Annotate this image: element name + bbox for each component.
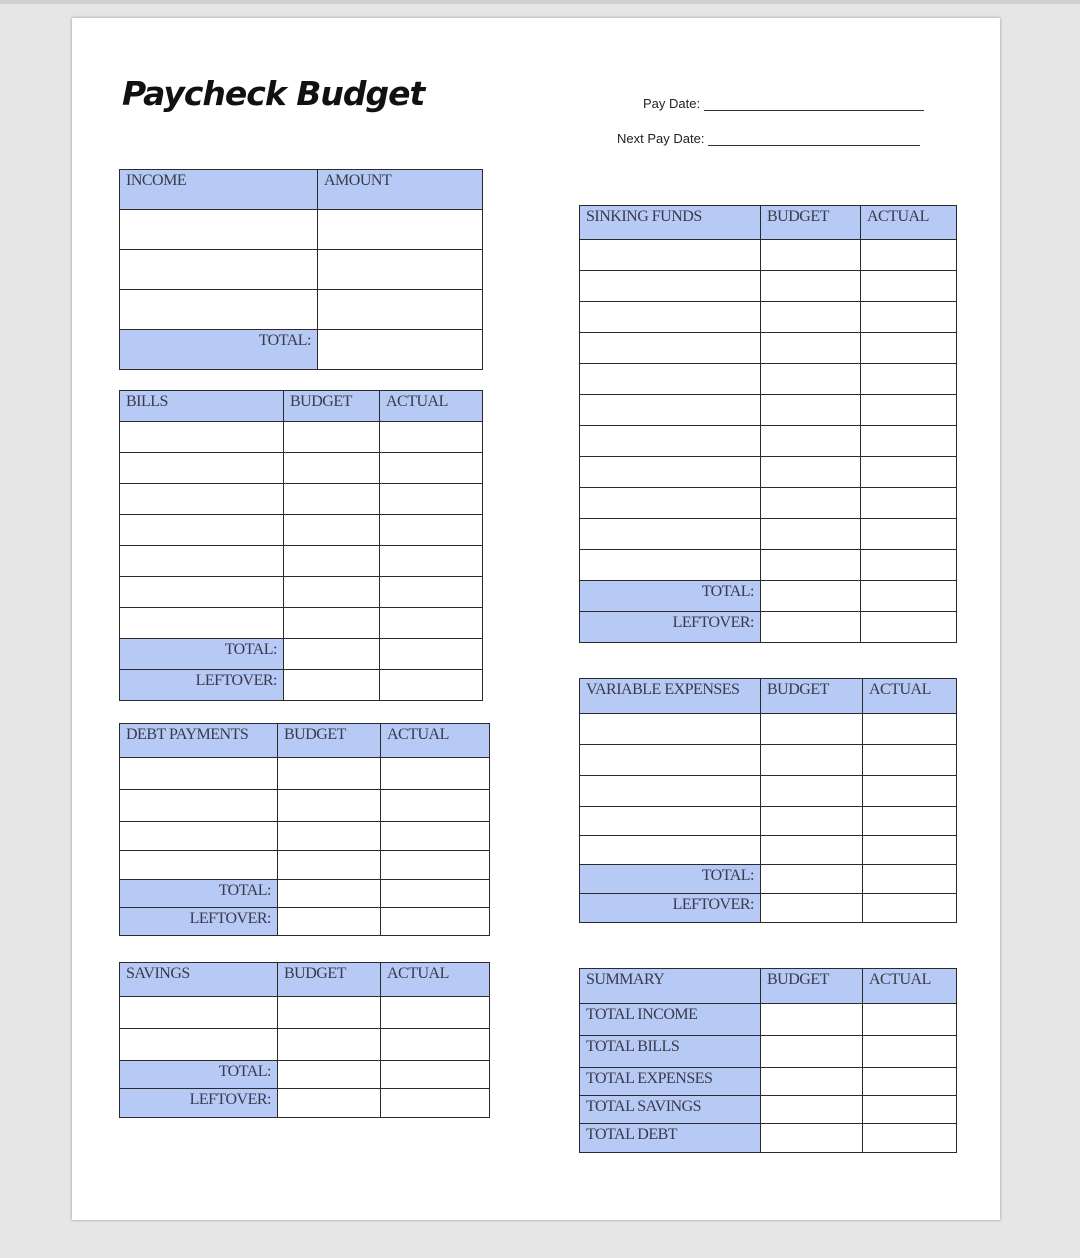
sinking-row[interactable] [580,519,957,550]
sinking-row[interactable] [580,333,957,364]
bills-header: BILLS [120,391,284,422]
income-row[interactable] [120,290,483,330]
variable-row[interactable] [580,745,957,776]
variable-total-label: TOTAL: [580,865,761,894]
debt-payments-table [119,723,490,936]
bills-total-label: TOTAL: [120,639,284,670]
summary-total-savings-label: TOTAL SAVINGS [580,1096,761,1124]
variable-row[interactable] [580,714,957,745]
income-row[interactable] [120,210,483,250]
bills-row[interactable] [120,453,483,484]
summary-total-debt-label: TOTAL DEBT [580,1124,761,1153]
savings-header: SAVINGS [120,963,278,997]
amount-header: AMOUNT [318,170,483,210]
savings-leftover-label: LEFTOVER: [120,1089,278,1118]
debt-row[interactable] [120,790,490,822]
savings-row[interactable] [120,997,490,1029]
sinking-total-label: TOTAL: [580,581,761,612]
next-pay-date-label: Next Pay Date: [617,131,705,146]
savings-table [119,962,490,1118]
income-row[interactable] [120,250,483,290]
variable-expenses-table [579,678,957,923]
debt-payments-header: DEBT PAYMENTS [120,724,278,758]
sinking-row[interactable] [580,488,957,519]
debt-leftover-label: LEFTOVER: [120,908,278,936]
debt-budget-header: BUDGET [278,724,381,758]
summary-actual-header: ACTUAL [863,969,957,1004]
variable-row[interactable] [580,776,957,807]
variable-row[interactable] [580,807,957,836]
variable-expenses-header: VARIABLE EXPENSES [580,679,761,714]
summary-total-income-label: TOTAL INCOME [580,1004,761,1036]
bills-row[interactable] [120,422,483,453]
sinking-row[interactable] [580,271,957,302]
variable-actual-header: ACTUAL [863,679,957,714]
sinking-row[interactable] [580,550,957,581]
summary-total-bills-label: TOTAL BILLS [580,1036,761,1068]
variable-leftover-label: LEFTOVER: [580,894,761,923]
sinking-row[interactable] [580,302,957,333]
page-title: Paycheck Budget [122,74,425,113]
income-table [119,169,483,370]
sinking-leftover-label: LEFTOVER: [580,612,761,643]
bills-budget-header: BUDGET [284,391,380,422]
income-total-label: TOTAL: [120,330,318,370]
sinking-actual-header: ACTUAL [861,206,957,240]
debt-row[interactable] [120,758,490,790]
bills-leftover-label: LEFTOVER: [120,670,284,701]
debt-row[interactable] [120,851,490,880]
summary-budget-header: BUDGET [761,969,863,1004]
next-pay-date-field[interactable] [708,133,920,146]
budget-page [72,18,1000,1220]
pay-date-field[interactable] [704,98,924,111]
pay-date-line [643,96,924,111]
variable-budget-header: BUDGET [761,679,863,714]
pay-date-label: Pay Date: [643,96,701,111]
bills-row[interactable] [120,577,483,608]
bills-row[interactable] [120,546,483,577]
sinking-row[interactable] [580,364,957,395]
sinking-row[interactable] [580,395,957,426]
bills-table [119,390,483,701]
summary-table [579,968,957,1153]
savings-row[interactable] [120,1029,490,1061]
next-pay-date-line [617,131,920,146]
sinking-row[interactable] [580,240,957,271]
income-total-cell[interactable] [318,330,483,370]
debt-actual-header: ACTUAL [381,724,490,758]
variable-row[interactable] [580,836,957,865]
summary-total-expenses-label: TOTAL EXPENSES [580,1068,761,1096]
debt-row[interactable] [120,822,490,851]
summary-header: SUMMARY [580,969,761,1004]
bills-actual-header: ACTUAL [380,391,483,422]
sinking-funds-header: SINKING FUNDS [580,206,761,240]
income-header: INCOME [120,170,318,210]
savings-budget-header: BUDGET [278,963,381,997]
bills-row[interactable] [120,515,483,546]
sinking-funds-table [579,205,957,643]
bills-row[interactable] [120,484,483,515]
sinking-budget-header: BUDGET [761,206,861,240]
debt-total-label: TOTAL: [120,880,278,908]
sinking-row[interactable] [580,426,957,457]
savings-total-label: TOTAL: [120,1061,278,1089]
window-top-border [0,0,1080,4]
bills-row[interactable] [120,608,483,639]
savings-actual-header: ACTUAL [381,963,490,997]
sinking-row[interactable] [580,457,957,488]
